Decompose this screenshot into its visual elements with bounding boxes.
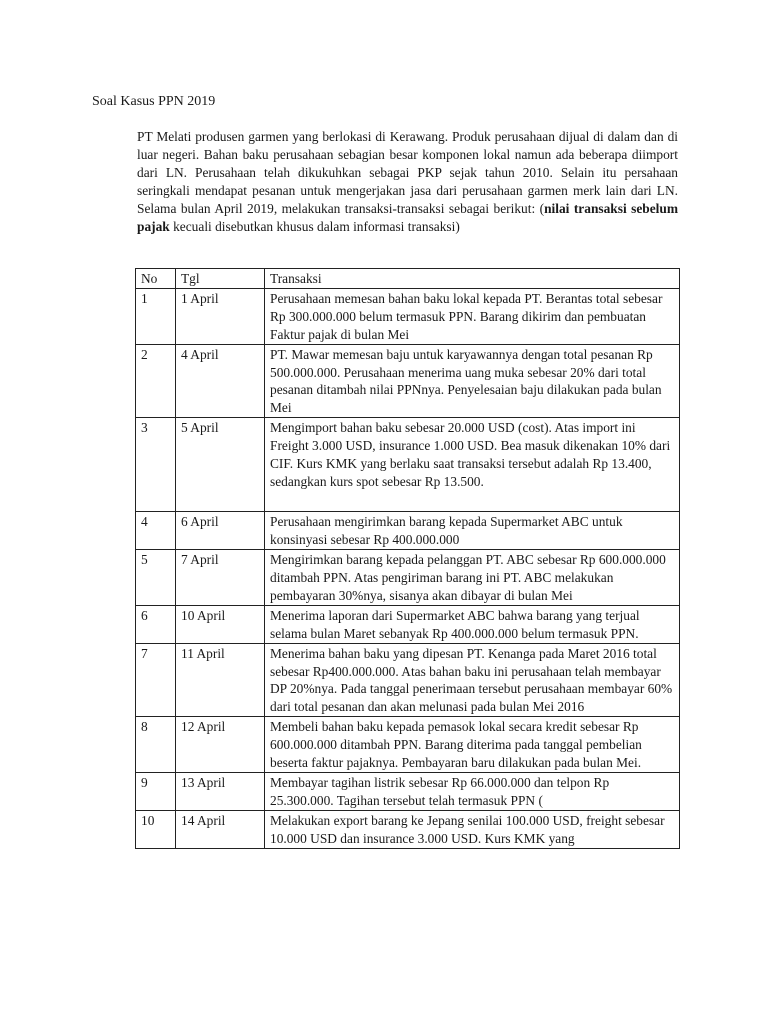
cell-transaksi: PT. Mawar memesan baju untuk karyawannya dengan total pesanan Rp 500.000.000. Perusahaan menerima uang muka sebesar 20% dari total pesanan ditambah nilai PPNnya. Penyelesaian baju dilakukan pada bulan Mei (265, 344, 680, 418)
cell-tgl: 7 April (176, 550, 265, 606)
cell-tgl: 4 April (176, 344, 265, 418)
cell-transaksi: Mengimport bahan baku sebesar 20.000 USD (cost). Atas import ini Freight 3.000 USD, insurance 1.000 USD. Bea masuk dikenakan 10% dari CIF. Kurs KMK yang berlaku saat transaksi tersebut adalah Rp 13.400, sedangkan kurs spot sebesar Rp 13.500. (265, 418, 680, 512)
table-row (136, 605, 680, 643)
cell-no: 9 (136, 772, 176, 810)
cell-tgl: 6 April (176, 512, 265, 550)
table-row (136, 643, 680, 717)
table-row (136, 772, 680, 810)
header-tgl: Tgl (176, 269, 265, 289)
cell-transaksi: Menerima laporan dari Supermarket ABC bahwa barang yang terjual selama bulan Maret sebanyak Rp 400.000.000 belum termasuk PPN. (265, 605, 680, 643)
header-transaksi: Transaksi (265, 269, 680, 289)
intro-text-end: kecuali disebutkan khusus dalam informasi transaksi) (169, 218, 460, 234)
cell-transaksi: Membayar tagihan listrik sebesar Rp 66.000.000 dan telpon Rp 25.300.000. Tagihan tersebut telah termasuk PPN ( (265, 772, 680, 810)
cell-transaksi: Membeli bahan baku kepada pemasok lokal secara kredit sebesar Rp 600.000.000 ditambah PPN. Barang diterima pada tanggal pembelian beserta faktur pajaknya. Pembayaran baru dilakukan pada bulan Mei. (265, 717, 680, 773)
document-title: Soal Kasus PPN 2019 (92, 94, 216, 109)
cell-transaksi: Perusahaan mengirimkan barang kepada Supermarket ABC untuk konsinyasi sebesar Rp 400.000.000 (265, 512, 680, 550)
table-row (136, 418, 680, 512)
cell-transaksi: Perusahaan memesan bahan baku lokal kepada PT. Berantas total sebesar Rp 300.000.000 belum termasuk PPN. Barang dikirim dan pembuatan Faktur pajak di bulan Mei (265, 288, 680, 344)
table-row (136, 288, 680, 344)
cell-tgl: 5 April (176, 418, 265, 512)
cell-tgl: 12 April (176, 717, 265, 773)
table-row (136, 512, 680, 550)
transaction-table (135, 268, 680, 849)
cell-tgl: 11 April (176, 643, 265, 717)
cell-no: 1 (136, 288, 176, 344)
header-no: No (136, 269, 176, 289)
cell-transaksi: Melakukan export barang ke Jepang senilai 100.000 USD, freight sebesar 10.000 USD dan insurance 3.000 USD. Kurs KMK yang (265, 810, 680, 848)
cell-no: 10 (136, 810, 176, 848)
cell-transaksi: Mengirimkan barang kepada pelanggan PT. ABC sebesar Rp 600.000.000 ditambah PPN. Atas pengiriman barang ini PT. ABC melakukan pembayaran 30%nya, sisanya akan dibayar di bulan Mei (265, 550, 680, 606)
table-row (136, 344, 680, 418)
table-row (136, 550, 680, 606)
cell-no: 8 (136, 717, 176, 773)
cell-tgl: 14 April (176, 810, 265, 848)
cell-no: 5 (136, 550, 176, 606)
table-row (136, 810, 680, 848)
cell-no: 4 (136, 512, 176, 550)
intro-paragraph (137, 128, 678, 235)
intro-text: PT Melati produsen garmen yang berlokasi di Kerawang. Produk perusahaan dijual di dalam dan di luar negeri. Bahan baku perusahaan sebagian besar komponen lokal namun ada beberapa diimport dari LN. Perusahaan telah dikukuhkan sebagai PKP sejak tahun 2010. Selain itu persahaan seringkali mendapat pesanan untuk mengerjakan jasa dari perusahaan garmen merk lain dari LN. Selama bulan April 2019, melakukan transaksi-transaksi sebagai berikut: ( (137, 129, 678, 216)
table-header-row (136, 269, 680, 289)
cell-no: 2 (136, 344, 176, 418)
cell-tgl: 10 April (176, 605, 265, 643)
cell-no: 7 (136, 643, 176, 717)
cell-no: 6 (136, 605, 176, 643)
cell-tgl: 13 April (176, 772, 265, 810)
table-row (136, 717, 680, 773)
cell-no: 3 (136, 418, 176, 512)
intro-bold-note: nilai transaksi sebelum pajak (137, 200, 678, 234)
cell-tgl: 1 April (176, 288, 265, 344)
cell-transaksi: Menerima bahan baku yang dipesan PT. Kenanga pada Maret 2016 total sebesar Rp400.000.000. Atas bahan baku ini perusahaan telah membayar DP 20%nya. Pada tanggal penerimaan tersebut perusahaan membayar 60% dari total pesanan dan akan melunasi pada bulan Mei 2016 (265, 643, 680, 717)
